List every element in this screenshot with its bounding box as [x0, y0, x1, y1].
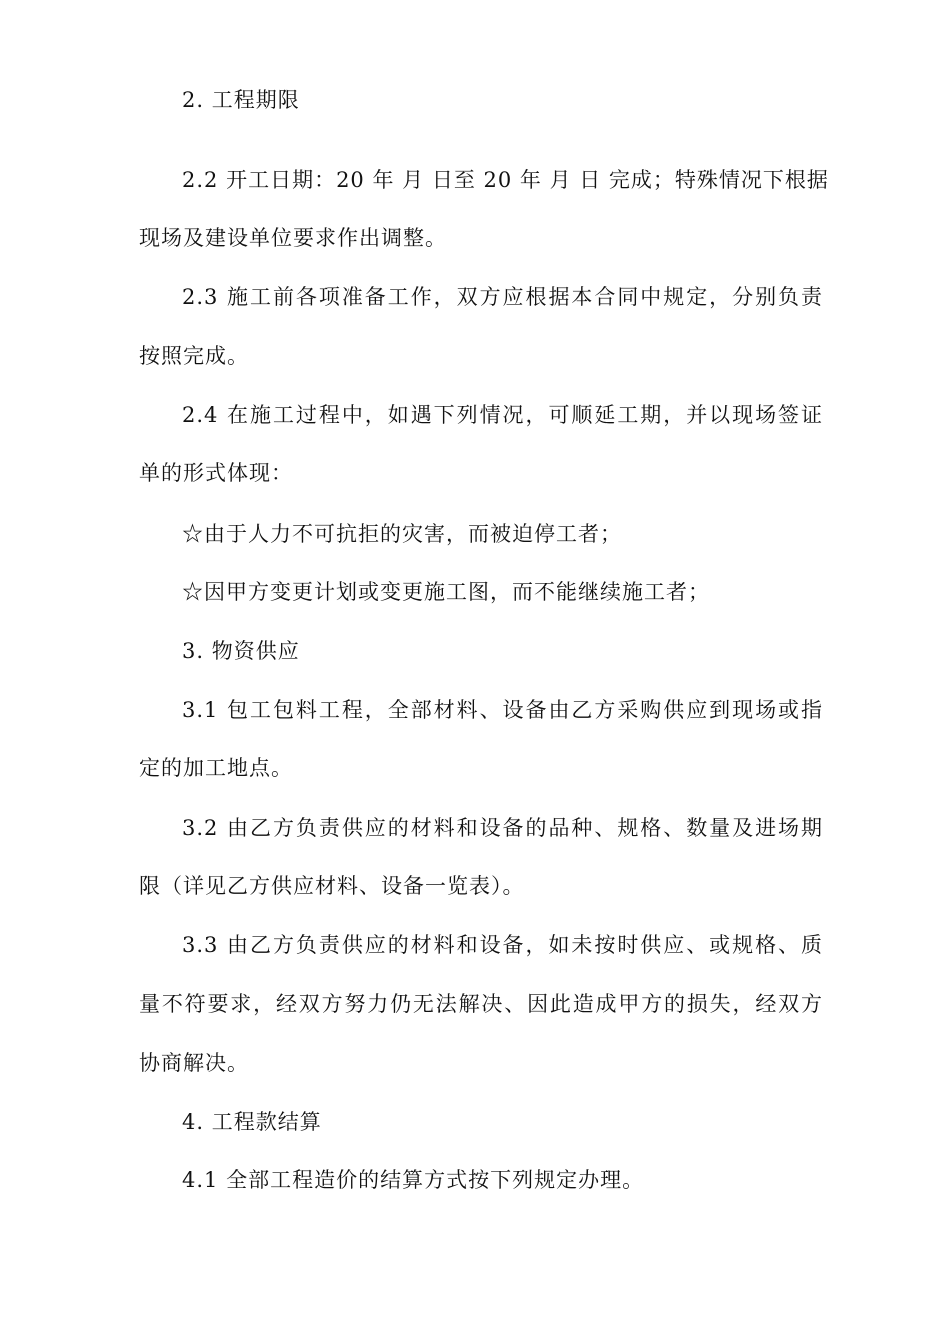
- clause-3-3-line-3: 协商解决。: [139, 1051, 249, 1075]
- clause-3-2-line-1: 3.2 由乙方负责供应的材料和设备的品种、规格、数量及进场期: [182, 816, 823, 840]
- clause-2-4-line-2: 单的形式体现：: [139, 461, 293, 485]
- clause-4-1-line-1: 4.1 全部工程造价的结算方式按下列规定办理。: [182, 1168, 645, 1192]
- clause-2-3-line-1: 2.3 施工前各项准备工作，双方应根据本合同中规定，分别负责: [182, 285, 823, 309]
- clause-2-3-line-2: 按照完成。: [139, 344, 249, 368]
- clause-3-1-line-1: 3.1 包工包料工程，全部材料、设备由乙方采购供应到现场或指: [182, 698, 823, 722]
- clause-3-2-line-2: 限（详见乙方供应材料、设备一览表）。: [139, 874, 525, 898]
- clause-3-3-line-1: 3.3 由乙方负责供应的材料和设备，如未按时供应、或规格、质: [182, 933, 823, 957]
- clause-2-4-line-1: 2.4 在施工过程中，如遇下列情况，可顺延工期，并以现场签证: [182, 403, 823, 427]
- section-heading-4: 4. 工程款结算: [182, 1110, 322, 1134]
- clause-2-2-line-2: 现场及建设单位要求作出调整。: [139, 226, 447, 250]
- clause-3-1-line-2: 定的加工地点。: [139, 756, 293, 780]
- condition-item-1: ☆由于人力不可抗拒的灾害，而被迫停工者；: [182, 522, 622, 546]
- condition-item-2: ☆因甲方变更计划或变更施工图，而不能继续施工者；: [182, 580, 710, 604]
- section-heading-3: 3. 物资供应: [182, 639, 300, 663]
- clause-3-3-line-2: 量不符要求，经双方努力仍无法解决、因此造成甲方的损失，经双方: [139, 992, 823, 1016]
- section-heading-2: 2. 工程期限: [182, 88, 300, 112]
- clause-2-2-line-1: 2.2 开工日期：20 年 月 日至 20 年 月 日 完成；特殊情况下根据: [182, 168, 829, 192]
